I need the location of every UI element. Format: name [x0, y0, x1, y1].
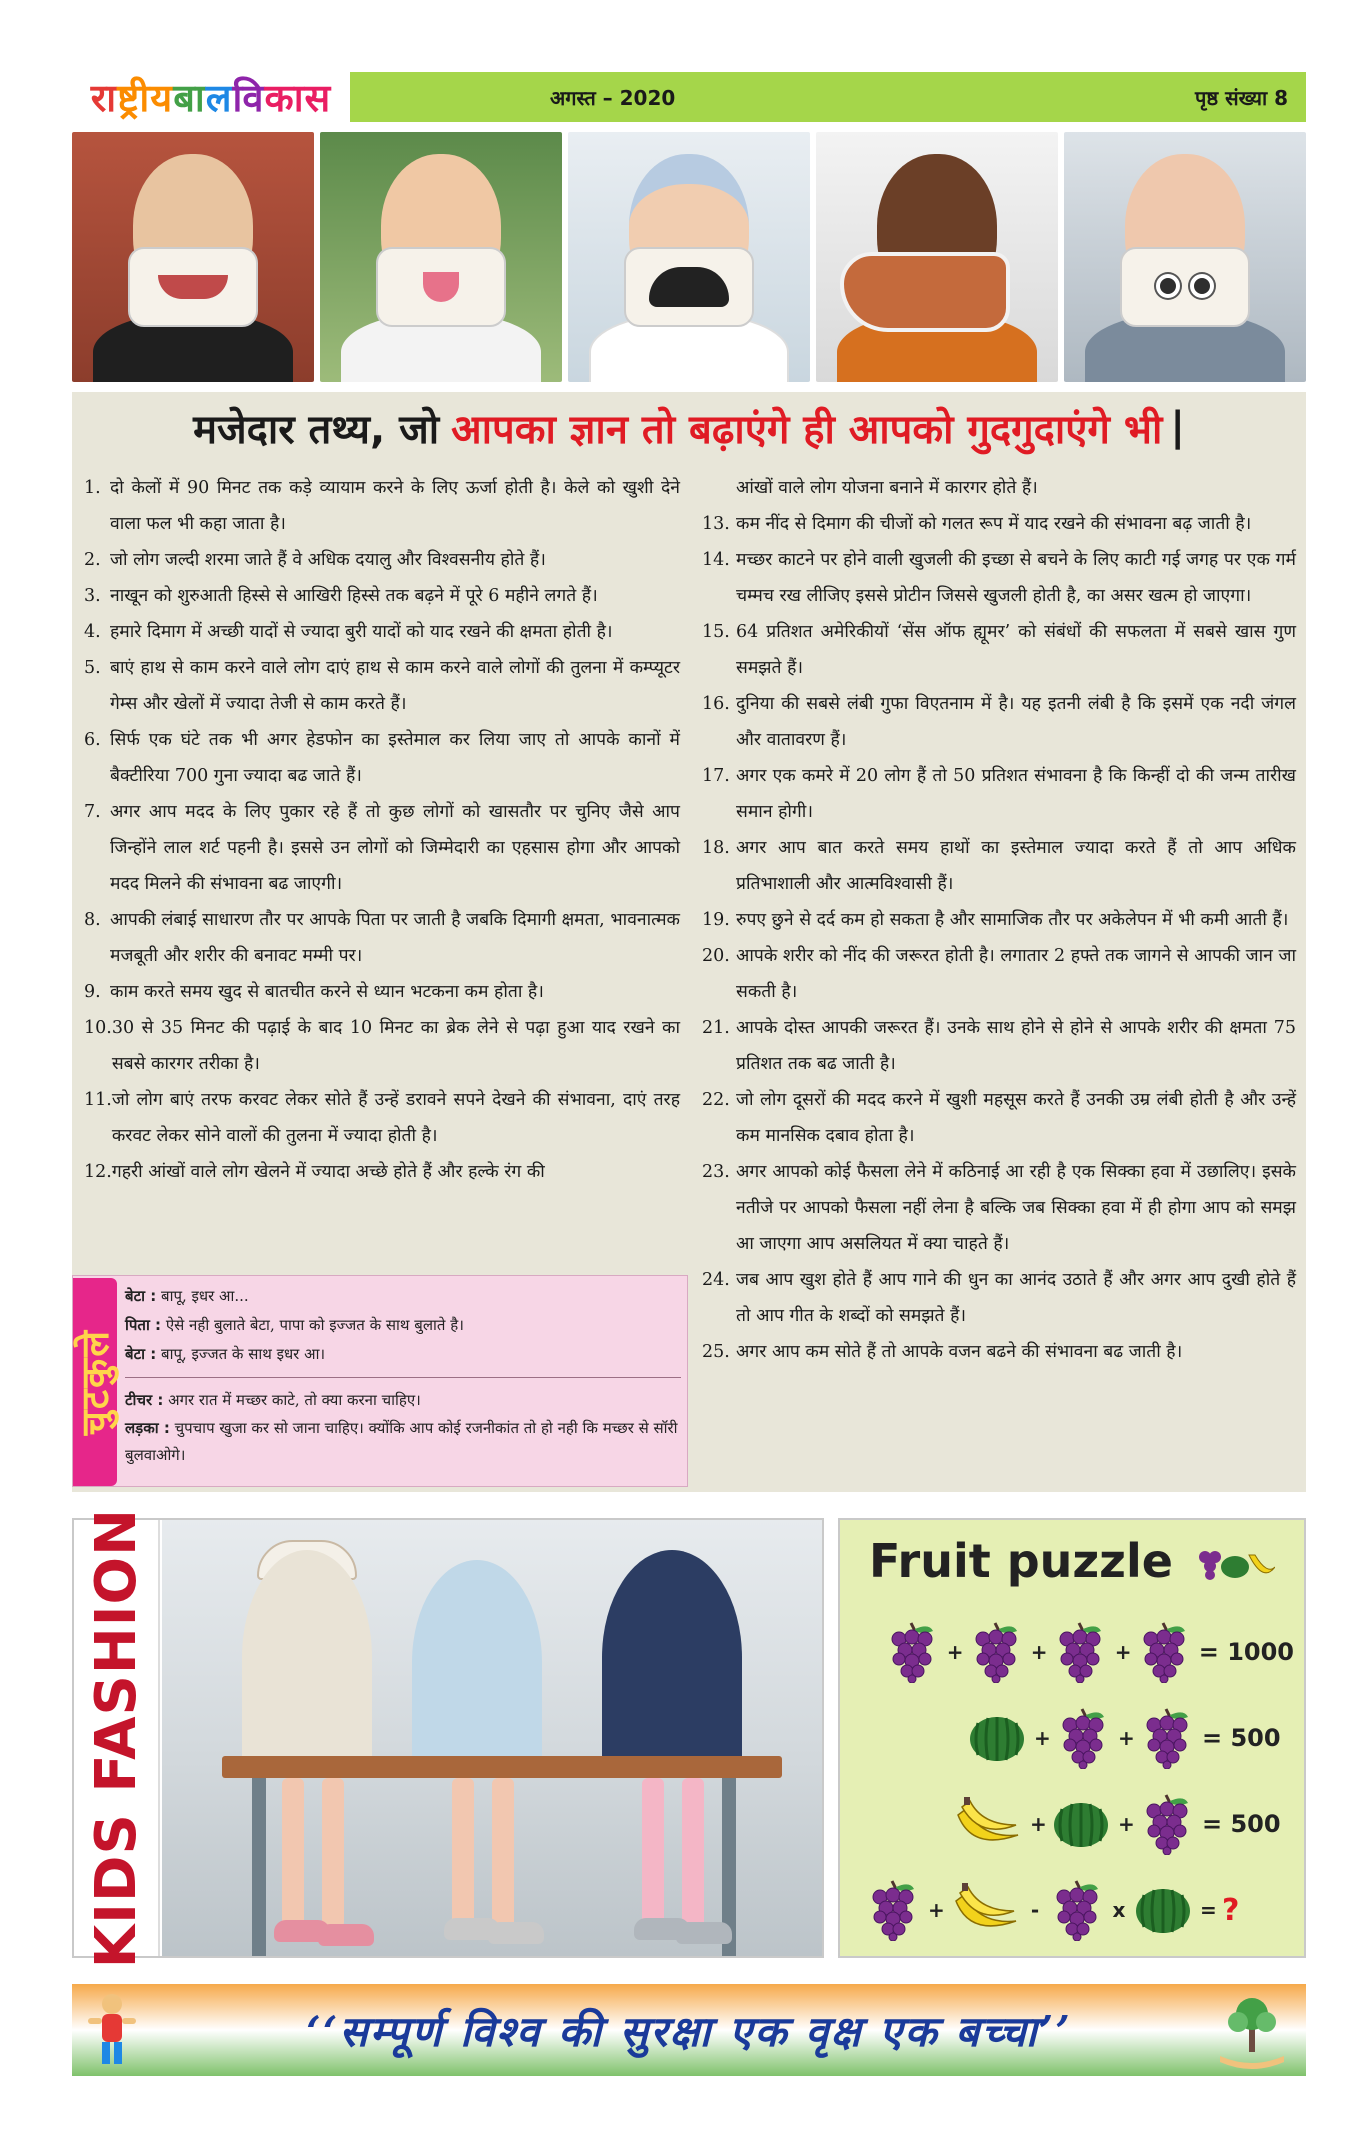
fact-item — [702, 938, 1296, 1010]
joke-line: लड़का : चुपचाप खुजा कर सो जाना चाहिए। क्योंकि आप कोई रजनीकांत तो हो नही कि मच्छर से सॉरी बुलवाओगे। — [125, 1419, 678, 1464]
fruit-puzzle-title: Fruit puzzle — [840, 1534, 1304, 1588]
kids-fashion-label: KIDS FASHION — [74, 1520, 160, 1956]
operator: + — [1030, 1640, 1048, 1664]
logo-letter: बा — [173, 76, 206, 120]
slogan-banner — [72, 1984, 1306, 2076]
fact-number: 3. — [84, 586, 101, 606]
kids-fashion-photo — [162, 1520, 822, 1956]
fact-item — [84, 1010, 680, 1082]
joke-line: टीचर : अगर रात में मच्छर काटे, तो क्या करना चाहिए। — [125, 1391, 421, 1409]
puzzle-result: = 500 — [1202, 1810, 1281, 1838]
fact-text: रुपए छुने से दर्द कम हो सकता है और सामाजिक तौर पर अकेलेपन में भी कमी आती हैं। — [736, 910, 1289, 930]
kids-fashion-panel — [72, 1507, 824, 1969]
fact-continuation: आंखों वाले लोग योजना बनाने में कारगर होते हैं। — [736, 478, 1038, 498]
page-number: पृष्ठ संख्या 8 — [1195, 85, 1288, 110]
grapes-icon — [1140, 1793, 1194, 1855]
puzzle-result: = 1000 — [1198, 1638, 1294, 1666]
photo-man-shoe-mask — [816, 132, 1058, 382]
puzzle-row-4 — [840, 1870, 1304, 1950]
fact-text: 30 से 35 मिनट की पढ़ाई के बाद 10 मिनट का ब्रेक लेने से पढ़ा हुआ याद रखने का सबसे कारगर तरीका है। — [111, 1018, 680, 1074]
fact-number: 2. — [84, 550, 101, 570]
logo-letter: कास — [264, 76, 332, 120]
fact-number: 21. — [702, 1018, 730, 1038]
banana-icon — [950, 1881, 1020, 1939]
operator: + — [1114, 1640, 1132, 1664]
fact-number: 12. — [84, 1162, 112, 1182]
grapes-icon — [1137, 1621, 1191, 1683]
fact-item — [84, 470, 680, 542]
fact-number: 4. — [84, 622, 101, 642]
fact-item — [702, 506, 1296, 542]
fact-item — [702, 1262, 1296, 1334]
jokes-box — [72, 1275, 688, 1487]
operator: = — [1200, 1898, 1217, 1922]
logo-letter: ष्ट्रीय — [117, 76, 174, 120]
puzzle-result: = 500 — [1202, 1724, 1281, 1752]
banana-icon — [952, 1795, 1022, 1853]
fact-item — [702, 686, 1296, 758]
joke-divider — [125, 1377, 681, 1378]
photo-man-dog-mask — [320, 132, 562, 382]
fact-item — [84, 578, 680, 614]
facts-title-part3: | — [1170, 404, 1185, 450]
fact-text: जो लोग बाएं तरफ करवट लेकर सोते हैं उन्हें डरावने सपने देखने की संभावना, दाएं तरह करवट लेकर सोने वालों की तुलना में ज्यादा होती है। — [111, 1090, 680, 1146]
fact-item — [702, 1010, 1296, 1082]
watermelon-icon — [1134, 1885, 1192, 1935]
fact-text: अगर आपको कोई फैसला लेने में कठिनाई आ रही है एक सिक्का हवा में उछालिए। इसके नतीजे पर आपको फैसला नहीं लेना है बल्कि जब सिक्का हवा में ही होगा आप को समझ आ जाएगा आप असलियत में क्या चाहते हैं। — [736, 1162, 1296, 1254]
operator: + — [946, 1640, 964, 1664]
fact-text: कम नींद से दिमाग की चीजों को गलत रूप में याद रखने की संभावना बढ़ जाती है। — [736, 514, 1252, 534]
operator: + — [1030, 1812, 1047, 1836]
facts-left-column — [84, 470, 680, 1190]
puzzle-row-2 — [840, 1698, 1304, 1778]
facts-title — [72, 392, 1306, 462]
puzzle-row-3 — [840, 1784, 1304, 1864]
fact-item — [84, 650, 680, 722]
fact-text: अगर आप कम सोते हैं तो आपके वजन बढने की संभावना बढ जाती है। — [736, 1342, 1183, 1362]
grapes-icon — [969, 1621, 1023, 1683]
fact-item — [84, 974, 680, 1010]
issue-date: अगस्त – 2020 — [550, 85, 676, 110]
slogan-text: ‘‘सम्पूर्ण विश्व की सुरक्षा एक वृक्ष एक बच्चा’’ — [306, 2006, 1072, 2056]
fact-text: गहरी आंखों वाले लोग खेलने में ज्यादा अच्छे होते हैं और हल्के रंग की — [111, 1162, 545, 1182]
fact-text: सिर्फ एक घंटे तक भी अगर हेडफोन का इस्तेमाल कर लिया जाए तो आपके कानों में बैक्टीरिया 700 गुना ज्यादा बढ जाते हैं। — [110, 730, 680, 786]
fact-item — [84, 1154, 680, 1190]
fact-item — [702, 902, 1296, 938]
photo-woman-cat-mask — [1064, 132, 1306, 382]
fact-number: 11. — [84, 1090, 112, 1110]
grapes-icon — [1056, 1707, 1110, 1769]
grapes-icon — [866, 1879, 920, 1941]
fact-number: 18. — [702, 838, 730, 858]
fact-number: 24. — [702, 1270, 730, 1290]
publication-logo — [72, 72, 350, 122]
fact-item — [84, 614, 680, 650]
facts-right-column — [702, 470, 1296, 1370]
photo-woman-mustache-mask — [568, 132, 810, 382]
kid-icon — [82, 1990, 142, 2070]
fact-text: आपके दोस्त आपकी जरूरत हैं। उनके साथ होने से होने से आपके शरीर की क्षमता 75 प्रतिशत तक बढ जाती है। — [736, 1018, 1296, 1074]
operator: - — [1030, 1898, 1040, 1922]
title-fruits-icon — [1197, 1545, 1275, 1585]
fact-text: जो लोग जल्दी शरमा जाते हैं वे अधिक दयालु और विश्वसनीय होते हैं। — [110, 550, 546, 570]
fact-number: 7. — [84, 802, 101, 822]
fact-text: दो केलों में 90 मिनट तक कड़े व्यायाम करने के लिए ऊर्जा होती है। केले को खुशी देने वाला फल भी कहा जाता है। — [110, 478, 680, 534]
fact-item — [702, 830, 1296, 902]
joke-line: बेटा : बापू, इधर आ... — [125, 1287, 249, 1305]
fact-text: अगर आप बात करते समय हाथों का इस्तेमाल ज्यादा करते हैं तो आप अधिक प्रतिभाशाली और आत्मविश्वासी हैं। — [736, 838, 1296, 894]
fact-text: आपके शरीर को नींद की जरूरत होती है। लगातार 2 हफ्ते तक जागने से आपकी जान जा सकती है। — [736, 946, 1296, 1002]
operator: x — [1112, 1898, 1126, 1922]
fact-text: जो लोग दूसरों की मदद करने में खुशी महसूस करते हैं उनकी उम्र लंबी होती है और उन्हें कम मानसिक दबाव होता है। — [736, 1090, 1296, 1146]
facts-title-part1: मजेदार तथ्य, जो — [193, 406, 440, 453]
joke-line: पिता : ऐसे नही बुलाते बेटा, पापा को इज्जत के साथ बुलाते है। — [125, 1316, 464, 1334]
fact-text: मच्छर काटने पर होने वाली खुजली की इच्छा से बचने के लिए काटी गई जगह पर एक गर्म चम्मच रख लीजिए इससे प्रोटीन जिससे खुजली होती है, का असर खत्म हो जाएगा। — [736, 550, 1296, 606]
funny-masks-photo-strip — [72, 132, 1306, 382]
fact-number: 16. — [702, 694, 730, 714]
fruit-puzzle-panel — [838, 1518, 1306, 1958]
fact-item — [84, 902, 680, 974]
fact-number: 15. — [702, 622, 730, 642]
grapes-icon — [1140, 1707, 1194, 1769]
operator: + — [928, 1898, 945, 1922]
fact-number: 20. — [702, 946, 730, 966]
puzzle-result: ? — [1222, 1892, 1240, 1928]
fact-text: दुनिया की सबसे लंबी गुफा विएतनाम में है। यह इतनी लंबी है कि इसमें एक नदी जंगल और वातावरण हैं। — [736, 694, 1296, 750]
fact-text: अगर आप मदद के लिए पुकार रहे हैं तो कुछ लोगों को खासतौर पर चुनिए जैसे आप जिन्होंने लाल शर्ट पहनी है। इससे उन लोगों को जिम्मेदारी का एहसास होगा और आपको मदद मिलने की संभावना बढ जाएगी। — [110, 802, 680, 894]
jokes-body — [125, 1282, 681, 1469]
fact-number: 10. — [84, 1018, 112, 1038]
fact-item — [702, 1334, 1296, 1370]
watermelon-icon — [968, 1713, 1026, 1763]
fact-number: 6. — [84, 730, 101, 750]
fact-number: 13. — [702, 514, 730, 534]
joke-line: बेटा : बापू, इज्जत के साथ इधर आ। — [125, 1345, 326, 1363]
fact-text: आपकी लंबाई साधारण तौर पर आपके पिता पर जाती है जबकि दिमागी क्षमता, भावनात्मक मजबूती और शरीर की बनावट मम्मी पर। — [110, 910, 680, 966]
fact-text: जब आप खुश होते हैं आप गाने की धुन का आनंद उठाते हैं और अगर आप दुखी होते हैं तो आप गीत के शब्दों को समझते हैं। — [736, 1270, 1296, 1326]
facts-title-part2: आपका ज्ञान तो बढ़ाएंगे ही आपको गुदगुदाएंगे भी — [451, 406, 1163, 453]
operator: + — [1118, 1812, 1135, 1836]
fact-item — [84, 722, 680, 794]
fact-number: 22. — [702, 1090, 730, 1110]
fact-number: 19. — [702, 910, 730, 930]
page-header — [72, 72, 1306, 122]
fact-number: 14. — [702, 550, 730, 570]
fact-text: नाखून को शुरुआती हिस्से से आखिरी हिस्से तक बढ़ने में पूरे 6 महीने लगते हैं। — [110, 586, 598, 606]
fact-number: 1. — [84, 478, 101, 498]
operator: + — [1118, 1726, 1135, 1750]
logo-letter: वि — [232, 76, 265, 120]
tree-in-hand-icon — [1212, 1990, 1292, 2070]
logo-letter: ल — [205, 76, 233, 120]
fact-text: 64 प्रतिशत अमेरिकीयों ‘सेंस ऑफ ह्यूमर’ को संबंधों की सफलता में सबसे खास गुण समझते हैं। — [736, 622, 1296, 678]
fact-item — [84, 542, 680, 578]
fact-number: 25. — [702, 1342, 730, 1362]
fact-number: 5. — [84, 658, 101, 678]
logo-letter: रा — [90, 76, 118, 120]
photo-boy-mouth-mask — [72, 132, 314, 382]
fact-text: काम करते समय खुद से बातचीत करने से ध्यान भटकना कम होता है। — [110, 982, 544, 1002]
operator: + — [1034, 1726, 1051, 1750]
grapes-icon — [1050, 1879, 1104, 1941]
fact-number: 17. — [702, 766, 730, 786]
fact-number: 23. — [702, 1162, 730, 1182]
fact-number: 9. — [84, 982, 101, 1002]
watermelon-icon — [1052, 1799, 1110, 1849]
fact-item — [84, 794, 680, 902]
grapes-icon — [1053, 1621, 1107, 1683]
fact-item — [84, 1082, 680, 1154]
puzzle-row-1 — [840, 1612, 1304, 1692]
grapes-icon — [885, 1621, 939, 1683]
jokes-tag: चुटकुले — [73, 1278, 117, 1486]
fact-item — [702, 1154, 1296, 1262]
fact-text: बाएं हाथ से काम करने वाले लोग दाएं हाथ से काम करने वाले लोगों की तुलना में कम्प्यूटर गेम्स और खेलों में ज्यादा तेजी से काम करते हैं। — [110, 658, 680, 714]
fact-item — [702, 758, 1296, 830]
fact-text: हमारे दिमाग में अच्छी यादों से ज्यादा बुरी यादों को याद रखने की क्षमता होती है। — [110, 622, 613, 642]
fact-item — [702, 614, 1296, 686]
fact-item — [702, 542, 1296, 614]
fact-number: 8. — [84, 910, 101, 930]
fact-text: अगर एक कमरे में 20 लोग हैं तो 50 प्रतिशत संभावना है कि किन्हीं दो की जन्म तारीख समान होगी। — [736, 766, 1296, 822]
header-bar — [350, 72, 1306, 122]
fact-item — [702, 1082, 1296, 1154]
